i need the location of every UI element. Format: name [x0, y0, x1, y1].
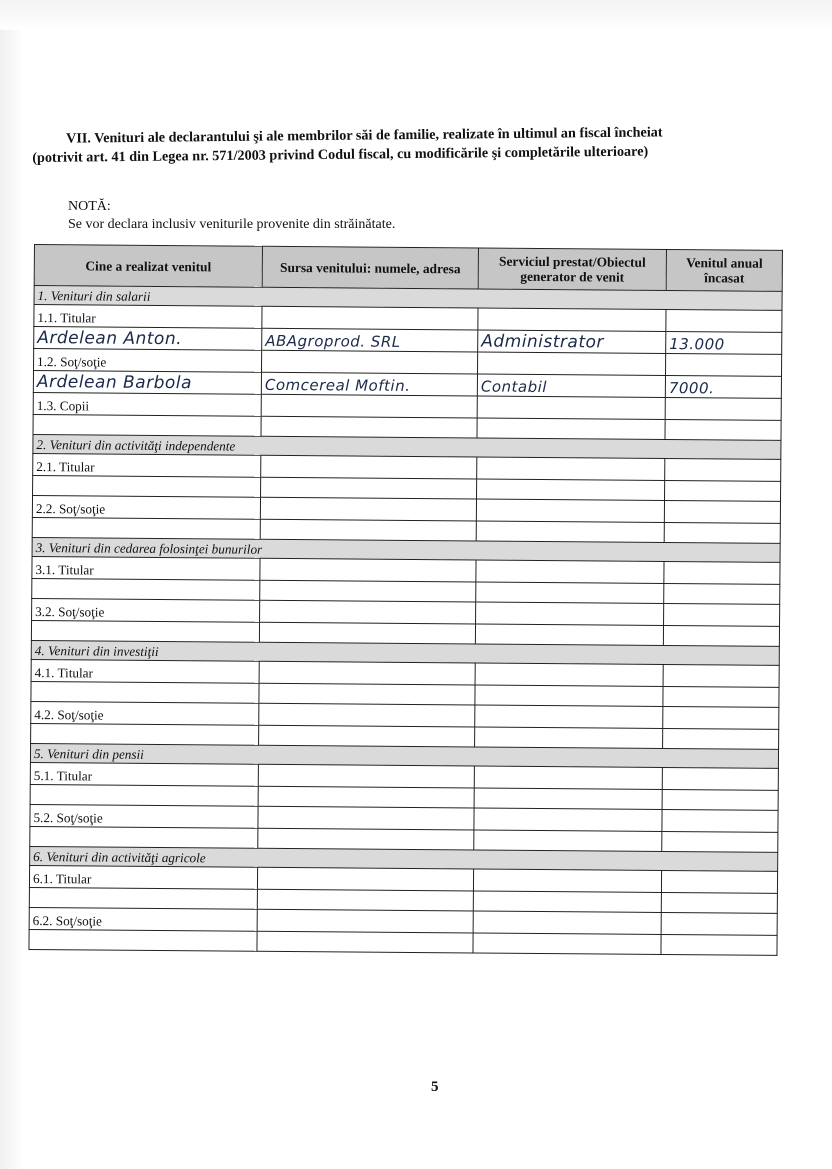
cell [259, 683, 475, 705]
cell [663, 625, 779, 646]
cell [664, 603, 780, 626]
cell [478, 308, 666, 331]
cell [475, 727, 663, 748]
cell [261, 416, 477, 438]
cell [29, 887, 257, 909]
row-label: 6.2. Soţ/soţie [29, 907, 257, 931]
row-label: 2.2. Soţ/soţie [32, 495, 260, 519]
cell [474, 808, 662, 831]
cell [474, 788, 662, 809]
cell [30, 784, 258, 806]
section-title: 3. Venituri din cedarea folosinţei bunurilor [32, 537, 780, 562]
note-block [68, 198, 395, 234]
cell [260, 600, 476, 624]
row-label: 5.1. Titular [30, 762, 258, 786]
cell [664, 583, 780, 604]
row-label: 2.1. Titular [33, 453, 261, 477]
heading-line-2: (potrivit art. 41 din Legea nr. 571/2003 privind Codul fiscal, cu modificările şi completările ulterioare) [32, 143, 649, 166]
handwritten-service [478, 330, 666, 353]
cell [664, 561, 780, 584]
cell [476, 602, 664, 625]
cell [661, 912, 777, 935]
row-label: 3.2. Soţ/soţie [32, 598, 260, 622]
scan-top-shade [0, 0, 832, 30]
cell [661, 870, 777, 893]
cell [259, 661, 475, 685]
cell [259, 622, 475, 644]
heading-line-1: VII. Venituri ale declarantului şi ale membrilor săi de familie, realizate în ultimul an fiscal încheiat [66, 124, 663, 147]
header-amount: Venitul anual încasat [666, 249, 782, 291]
cell [260, 497, 476, 521]
section-title: 2. Venituri din activităţi independente [33, 434, 781, 459]
handwritten-text: Contabil [480, 377, 548, 397]
cell [258, 764, 474, 788]
cell [260, 580, 476, 602]
row-label: 5.2. Soţ/soţie [30, 804, 258, 828]
cell [662, 789, 778, 810]
header-source: Sursa venitului: numele, adresa [262, 246, 478, 289]
cell [666, 309, 782, 332]
cell [665, 480, 781, 501]
cell [29, 929, 257, 951]
page-number: 5 [431, 1079, 439, 1095]
cell [31, 681, 259, 703]
cell [33, 475, 261, 497]
cell [477, 457, 665, 480]
cell [258, 786, 474, 808]
cell [258, 806, 474, 830]
cell [475, 624, 663, 645]
cell [477, 396, 665, 419]
cell [477, 418, 665, 439]
row-label: 1.3. Copii [33, 392, 261, 416]
cell [661, 892, 777, 913]
cell [259, 703, 475, 727]
income-table-wrapper [28, 244, 783, 956]
handwritten-source [261, 372, 477, 396]
note-text: Se vor declara inclusiv veniturile provenite din străinătate. [68, 217, 396, 232]
cell [473, 869, 661, 892]
handwritten-source [262, 328, 478, 352]
header-service: Serviciul prestat/Obiectul generator de venit [478, 248, 666, 290]
cell [260, 558, 476, 582]
cell [32, 517, 260, 539]
cell [476, 521, 664, 542]
cell [32, 578, 260, 600]
cell [663, 706, 779, 729]
cell [474, 830, 662, 851]
cell [30, 826, 258, 848]
handwritten-text: 13.000 [669, 334, 725, 354]
cell [258, 828, 474, 850]
cell [662, 809, 778, 832]
handwritten-text: Comcereal Moftin. [264, 375, 411, 395]
cell [261, 455, 477, 479]
scan-edge-shadow [0, 0, 24, 1169]
cell [476, 499, 664, 522]
cell [665, 353, 781, 376]
table-header-row [34, 245, 782, 292]
cell [662, 831, 778, 852]
section-heading [32, 122, 802, 168]
row-label: 6.1. Titular [29, 865, 257, 889]
cell [664, 500, 780, 523]
cell [661, 934, 777, 955]
cell [257, 931, 473, 953]
note-label: NOTĂ: [68, 199, 111, 214]
cell [257, 889, 473, 911]
cell [257, 909, 473, 933]
handwritten-who [33, 371, 261, 395]
cell [475, 705, 663, 728]
cell [665, 397, 781, 420]
handwritten-text: Administrator [481, 331, 605, 353]
row-label: 1.2. Soţ/soţie [34, 349, 262, 373]
section-title: 1. Venituri din salarii [34, 286, 782, 311]
cell [476, 582, 664, 603]
cell [663, 664, 779, 687]
handwritten-text: ABAgroprod. SRL [265, 331, 401, 351]
cell [260, 519, 476, 541]
handwritten-text: Ardelean Anton. [37, 328, 183, 350]
handwritten-amount [666, 331, 782, 354]
cell [473, 911, 661, 934]
cell [262, 306, 478, 330]
cell [663, 728, 779, 749]
section-title: 4. Venituri din investiţii [31, 640, 779, 665]
handwritten-text: 7000. [668, 378, 715, 398]
cell [259, 725, 475, 747]
row-label: 3.1. Titular [32, 556, 260, 580]
cell [477, 479, 665, 500]
cell [474, 766, 662, 789]
section-title: 6. Venituri din activităţi agricole [30, 846, 778, 871]
cell [475, 685, 663, 706]
header-who: Cine a realizat venitul [34, 245, 262, 288]
cell [261, 394, 477, 418]
cell [257, 867, 473, 891]
handwritten-amount [665, 375, 781, 398]
cell [664, 522, 780, 543]
cell [33, 414, 261, 436]
cell [473, 891, 661, 912]
handwritten-text: Ardelean Barbola [36, 372, 193, 394]
cell [662, 767, 778, 790]
cell [665, 458, 781, 481]
cell [663, 686, 779, 707]
cell [31, 723, 259, 745]
cell [476, 560, 664, 583]
income-table [28, 244, 783, 956]
cell [261, 477, 477, 499]
row-label: 4.1. Titular [31, 659, 259, 683]
cell [665, 419, 781, 440]
section-title: 5. Venituri din pensii [30, 743, 778, 768]
cell [473, 933, 661, 954]
cell [475, 663, 663, 686]
handwritten-who [34, 327, 262, 351]
cell [477, 352, 665, 375]
row-label: 4.2. Soţ/soţie [31, 701, 259, 725]
cell [31, 620, 259, 642]
row-label: 1.1. Titular [34, 305, 262, 329]
cell [261, 350, 477, 374]
handwritten-service [477, 374, 665, 397]
